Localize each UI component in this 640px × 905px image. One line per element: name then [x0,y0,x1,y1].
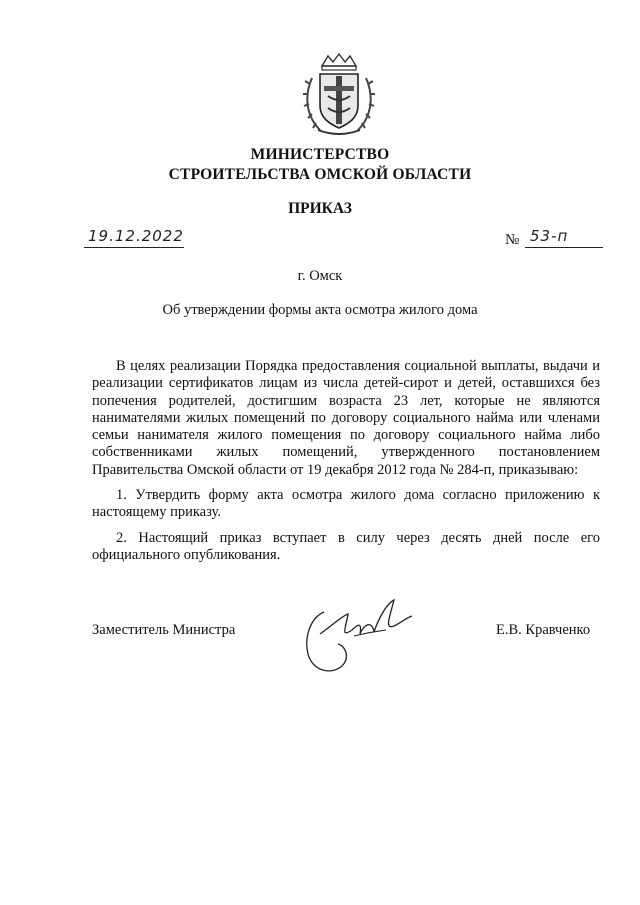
body-item-2: 2. Настоящий приказ вступает в силу через десять дней после его официального опубликования. [92,529,600,563]
number-underline [525,247,603,248]
document-type: ПРИКАЗ [288,200,352,217]
order-body [92,358,600,564]
city: г. Омск [297,268,343,284]
order-title: Об утверждении формы акта осмотра жилого дома [162,302,478,318]
order-number: 53-п [530,227,569,245]
signatory-position: Заместитель Министра [92,622,236,638]
number-sign: № [505,232,520,248]
omsk-region-coat-of-arms-icon [300,52,378,136]
handwritten-signature-icon [290,594,440,678]
body-intro-paragraph: В целях реализации Порядка предоставления социальной выплаты, выдачи и реализации сертификатов лицам из числа детей-сирот и детей, оставшихся без попечения родителей, достигшим возраста 23 лет, которые не являются нанимателями жилых помещений по договору социального найма или членами семьи нанимателя жилого помещения по договору социального найма либо собственниками жилых помещений, утвержденного постановлением Правительства Омской области от 19 декабря 2012 года № 284-п, приказываю: [92,358,600,478]
ministry-name-line1: МИНИСТЕРСТВО [250,146,390,163]
signatory-name: Е.В. Кравченко [496,622,591,638]
body-item-1: 1. Утвердить форму акта осмотра жилого дома согласно приложению к настоящему приказу. [92,487,600,521]
date-underline [84,247,184,248]
order-date: 19.12.2022 [88,227,184,245]
ministry-name-line2: СТРОИТЕЛЬСТВА ОМСКОЙ ОБЛАСТИ [168,166,472,183]
